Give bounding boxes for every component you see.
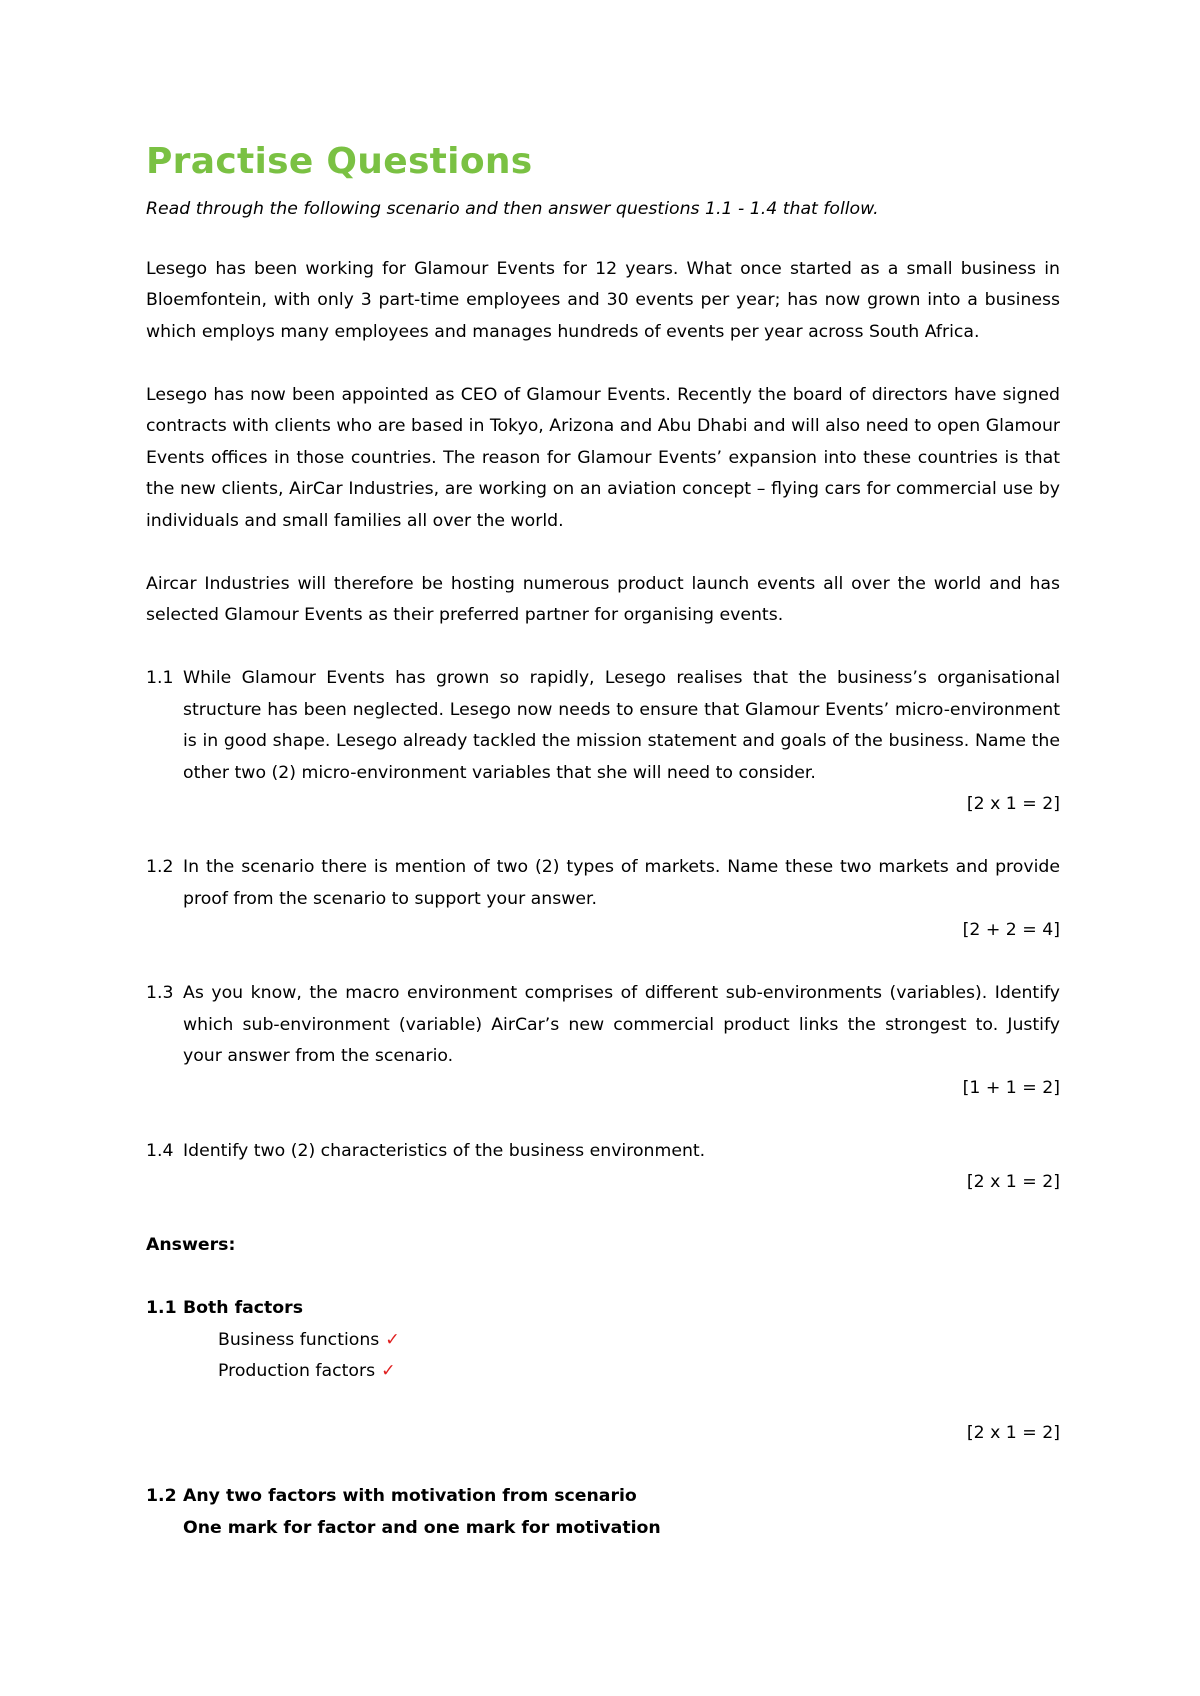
checkmark-icon: ✓ xyxy=(381,1360,396,1381)
answer-title: Any two factors with motivation from scenario xyxy=(183,1486,637,1506)
answer-title: Both factors xyxy=(183,1298,303,1318)
question-text: As you know, the macro environment comprises of different sub-environments (variables). Identify which sub-environment (variable) AirCar’s new commercial product links the strongest to. Justify your answer from the scenario. xyxy=(183,983,1060,1066)
question-marks: [1 + 1 = 2] xyxy=(962,1077,1060,1098)
question-text: In the scenario there is mention of two (2) types of markets. Name these two markets and provide proof from the scenario to support your answer. xyxy=(183,857,1060,909)
instruction-text: Read through the following scenario and then answer questions 1.1 - 1.4 that follow. xyxy=(146,199,879,219)
answer-1-2-heading xyxy=(146,1481,1060,1513)
page-title: Practise Questions xyxy=(146,141,533,182)
question-marks: [2 x 1 = 2] xyxy=(966,1172,1060,1192)
answer-number: 1.1 xyxy=(146,1298,177,1318)
question-marks: [2 x 1 = 2] xyxy=(966,794,1060,814)
question-marks: [2 + 2 = 4] xyxy=(962,920,1060,940)
question-1-2 xyxy=(146,852,1060,915)
answer-item xyxy=(146,1356,1060,1387)
answers-heading: Answers: xyxy=(146,1235,236,1255)
checkmark-icon: ✓ xyxy=(385,1329,400,1350)
scenario-paragraph-1: Lesego has been working for Glamour Events for 12 years. What once started as a small business in Bloemfontein, with only 3 part-time employees and 30 events per year; has now grown into a business which employs many employees and manages hundreds of events per year across South Africa. xyxy=(146,258,1060,342)
question-1-1 xyxy=(146,663,1060,789)
answer-1-1-heading xyxy=(146,1293,1060,1325)
question-1-4 xyxy=(146,1136,1060,1168)
question-text: Identify two (2) characteristics of the business environment. xyxy=(183,1140,706,1161)
question-number: 1.1 xyxy=(146,668,174,688)
answer-item-text: Production factors xyxy=(218,1360,376,1381)
question-number: 1.4 xyxy=(146,1140,174,1161)
answer-item-text: Business functions xyxy=(218,1329,380,1350)
question-text: While Glamour Events has grown so rapidly, Lesego realises that the business’s organisational structure has been neglected. Lesego now needs to ensure that Glamour Events’ micro-environment is in good shape. Lesego already tackled the mission statement and goals of the business. Name the other two (2) micro-environment variables that she will need to consider. xyxy=(183,668,1060,783)
answer-number: 1.2 xyxy=(146,1486,177,1506)
answer-item xyxy=(146,1325,1060,1356)
document-page xyxy=(146,140,1060,1544)
scenario-paragraph-2: Lesego has now been appointed as CEO of Glamour Events. Recently the board of directors have signed contracts with clients who are based in Tokyo, Arizona and Abu Dhabi and will also need to open Glamour Events offices in those countries. The reason for Glamour Events’ expansion into these countries is that the new clients, AirCar Industries, are working on an aviation concept – flying cars for commercial use by individuals and small families all over the world. xyxy=(146,384,1060,531)
scenario-paragraph-3: Aircar Industries will therefore be hosting numerous product launch events all over the world and has selected Glamour Events as their preferred partner for organising events. xyxy=(146,573,1060,625)
question-number: 1.2 xyxy=(146,857,174,877)
answer-marks: [2 x 1 = 2] xyxy=(966,1423,1060,1443)
answer-subtitle: One mark for factor and one mark for motivation xyxy=(183,1517,661,1538)
question-number: 1.3 xyxy=(146,983,174,1003)
question-1-3 xyxy=(146,978,1060,1073)
